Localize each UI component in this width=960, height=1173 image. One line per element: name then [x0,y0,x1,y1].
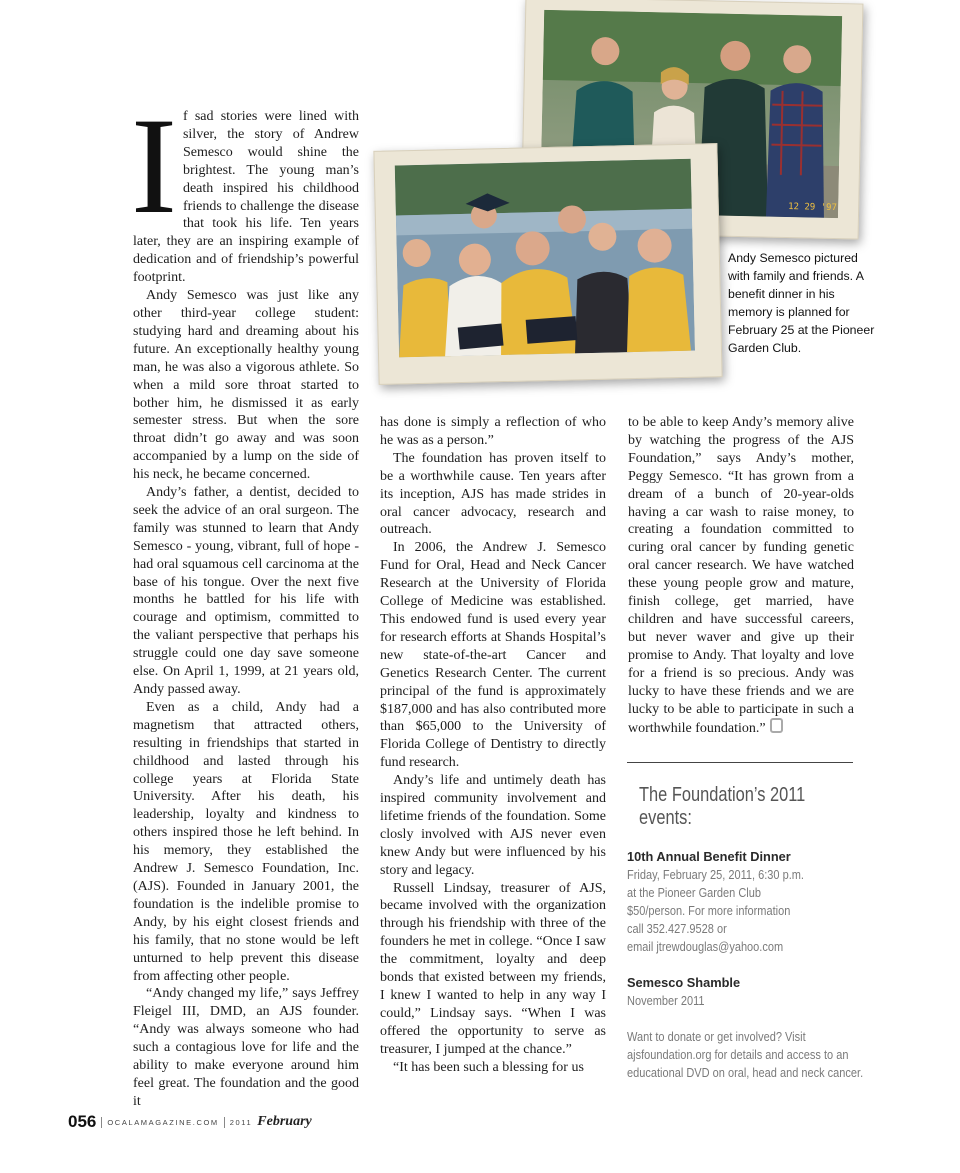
paragraph: has done is simply a reflection of who he was as a person.” [380,415,606,448]
photo-caption: Andy Semesco pictured with family and friends. A benefit dinner in his memory is planned for February 25 at the Pioneer Garden Club. [728,251,875,355]
paragraph [628,414,854,738]
paragraph: “It has been such a blessing for us [393,1059,584,1075]
event-detail: November 2011 [627,993,705,1008]
article-column-3 [628,414,854,738]
spacer [627,956,867,974]
article-column-2 [380,414,606,1077]
drop-cap: I [131,89,177,242]
paragraph: In 2006, the Andrew J. Semesco Fund for Oral, Head and Neck Cancer Research at the University of Florida College of Medicine was established. This endowed fund is used every year for research efforts at Shands Hospital’s new state-of-the-art Cancer and Genetics Research Center. The current principal of the fund is approximately $187,000 and has also contributed more than $65,000 to the University of Florida College of Dentistry to directly fund research. [380,540,606,771]
paragraph: Russell Lindsay, treasurer of AJS, became involved with the organization through his friendship with three of the founders he met in college. “Once I saw the commitment, loyalty and deep bonds that existed between my friends, I knew I wanted to help in any way I could,” Lindsay says. “When I was offered the opportunity to serve as treasurer, I jumped at the chance.” [380,880,606,1057]
paragraph: The foundation has proven itself to be a worthwhile cause. Ten years after its inception, AJS has made strides in oral cancer advocacy, research and outreach. [380,450,606,538]
sidebar-divider [627,762,853,763]
event-detail: at the Pioneer Garden Club [627,885,761,900]
graduation-photo [373,143,722,385]
event-email: email jtrewdouglas@yahoo.com [627,939,784,954]
events-sidebar [627,784,867,1082]
paragraph-text: to be able to keep Andy’s memory alive by watching the progress of the AJS Foundation,” says Andy’s mother, Peggy Semesco. “It has grown from a dream of a bunch of 20-year-olds having a car wash to raise money, to creating a foundation committed to curing oral cancer by funding genetic oral cancer research. We have watched these young people grow and mature, finish college, get married, have children and have successful careers, but never waver and give up their promise to Andy. That loyalty and love for a friend is so precious. Andy was lucky to have these friends and we are lucky to be able to participate in such a worthwhile foundation.” [628,415,854,737]
graduation-photo-image [395,159,695,358]
sidebar-title: The Foundation’s 2011 events: [639,784,806,829]
page-number: 056 [68,1112,97,1131]
article-column-1 [131,89,359,1111]
page-footer [68,1112,312,1132]
event-detail: $50/person. For more information [627,903,791,918]
date-stamp: 12 29 '97 [788,202,838,214]
event-detail: Friday, February 25, 2011, 6:30 p.m. [627,867,804,882]
cta-line: Want to donate or get involved? Visit [627,1029,806,1044]
site-name: OCALAMAGAZINE.COM [107,1117,219,1127]
cta-line: ajsfoundation.org for details and access to an [627,1047,849,1062]
event-detail: call 352.427.9528 or [627,921,727,936]
paragraph: f sad stories were lined with silver, the story of Andrew Semesco would shine the brightest. The young man’s death inspired his childhood friends to challenge the disease that took his life. Ten years later, they are an inspiring example of dedication and of friendship’s powerful footprint. [133,109,359,286]
paragraph: Andy’s father, a dentist, decided to seek the advice of an oral surgeon. The family was stunned to learn that Andy Semesco - young, vibrant, full of hope - had oral squamous cell carcinoma at the base of his tongue. Over the next five months he battled for his life with courage and optimism, committed to the valiant perspective that perhaps his struggle could one day save someone else. On April 1, 1999, at 21 years old, Andy passed away. [133,485,359,697]
event-title: 10th Annual Benefit Dinner [627,849,791,864]
separator [101,1117,102,1128]
cta-line: educational DVD on oral, head and neck cancer. [627,1065,864,1080]
end-mark-icon [770,718,783,733]
issue-month: February [257,1114,312,1129]
paragraph: Andy Semesco was just like any other third-year college student: studying hard and dreaming about his future. An exceptionally healthy young man, he was also a vigorous athlete. So when a mild sore throat started to bother him, he dismissed it as early semester stress. But when the sore throat didn’t go away and was soon accompanied by a lump on the side of his neck, he became concerned. [133,288,359,483]
paragraph: Andy’s life and untimely death has inspired community involvement and lifetime friends of the foundation. Some closly involved with AJS never even knew Andy but were influenced by his story and legacy. [380,773,606,878]
event-title: Semesco Shamble [627,975,741,990]
separator [224,1117,225,1128]
issue-year: 2011 [229,1117,253,1127]
paragraph: Even as a child, Andy had a magnetism that attracted others, resulting in friendships that started in childhood and lasted through his college years at Florida State University. After his death, his leadership, loyalty and kindness to others inspired those he left behind. In his memory, they established the Andrew J. Semesco Foundation, Inc. (AJS). Founded in January 2001, the foundation is the indelible promise to Andy, by his eight closest friends and his family, that no stone would be left unturned to help prevent this disease from affecting other people. [133,699,359,984]
call-to-action [627,1028,867,1082]
paragraph: “Andy changed my life,” says Jeffrey Fleigel III, DMD, an AJS founder. “Andy was always someone who had such a contagious love for life and the ability to make everyone around him feel great. The foundation and the good it [133,986,359,1109]
